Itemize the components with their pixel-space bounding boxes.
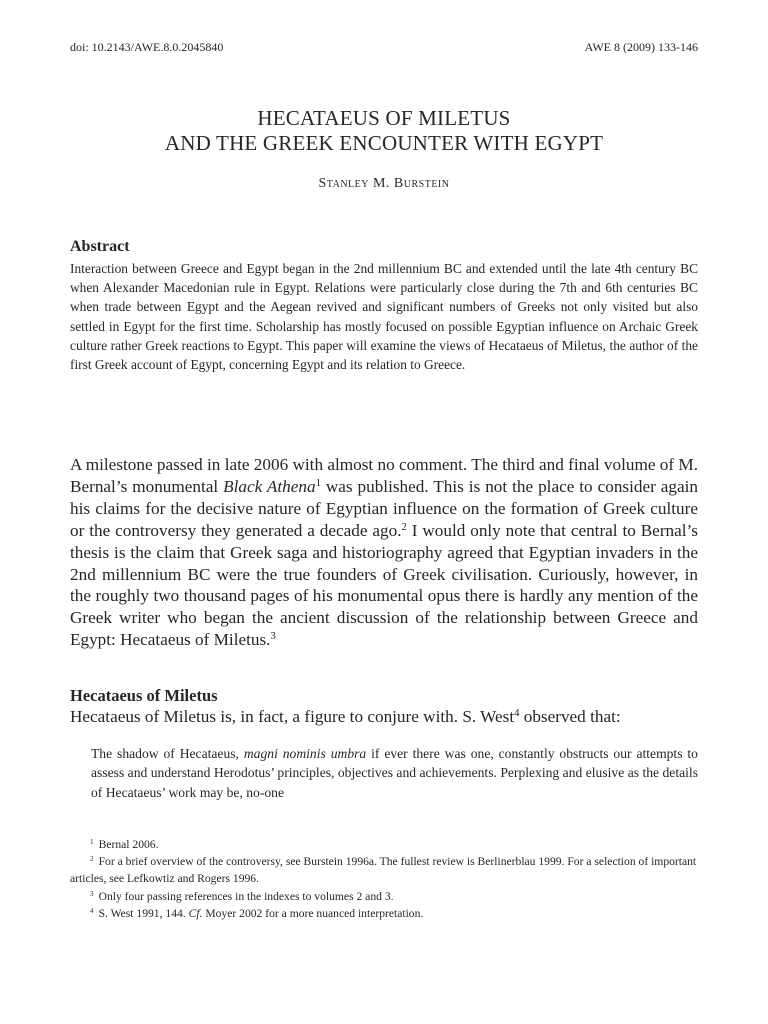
footnote-text: Only four passing references in the indexes to volumes 2 and 3. [98,889,394,903]
block-quote [91,744,698,802]
footnote-number: 1 [90,838,94,847]
footnote-number: 2 [90,855,94,864]
book-title-italic: Black Athena [223,476,316,496]
running-head [70,40,698,55]
footnote-text: Moyer 2002 for a more nuanced interpretation. [202,906,424,920]
title-line-1: HECATAEUS OF MILETUS [257,106,511,130]
journal-citation: AWE 8 (2009) 133-146 [584,40,698,54]
body-paragraph-2 [70,706,698,728]
footnote-text: For a brief overview of the controversy, see Burstein 1996a. The fullest review is Berlinerblau 1999. For a selection of important articles, see Lefkowtiz and Rogers 1996. [70,855,697,886]
quote-text-segment: The shadow of Hecataeus, [91,746,244,761]
footnote-1 [70,836,698,853]
author-name: Stanley M. Burstein [318,176,450,191]
body-text-segment: A milestone passed in late 2006 with almost no comment. The third and final volume of M. Bernal’s monumental [70,455,698,496]
title-line-2: AND THE GREEK ENCOUNTER WITH EGYPT [164,131,604,155]
doi-label: doi: 10.2143/AWE.8.0.2045840 [70,40,224,54]
body-text-segment: was published. This is not the place to consider again his claims for the decisive nature of Egyptian influence on the formation of Greek culture or the controversy they generated a decade ago. [70,476,699,540]
footnote-ref-3[interactable]: 3 [270,631,276,643]
footnote-number: 3 [90,889,94,898]
footnote-ref-4[interactable]: 4 [514,708,520,720]
section-heading: Hecataeus of Miletus [70,686,218,705]
abstract-heading: Abstract [70,238,130,255]
footnote-3 [70,888,698,905]
body-text-segment: Hecataeus of Miletus is, in fact, a figure to conjure with. S. West [70,707,515,726]
body-text-segment: observed that: [519,707,621,726]
abstract-text: Interaction between Greece and Egypt began in the 2nd millennium BC and extended until the late 4th century BC when Alexander Macedonian rule in Egypt. Relations were particularly close during the 7th and 6th centuries BC when trade between Egypt and the Aegean revived and significant numbers of Greeks not only visited but also settled in Egypt for the first time. Scholarship has mostly focused on possible Egyptian influence on Archaic Greek culture rather Greek reactions to Egypt. This paper will examine the views of Hecataeus of Miletus, the author of the first Greek account of Egypt, concerning Egypt and its relation to Greece. [70,261,698,373]
footnote-4 [70,905,698,922]
article-title [40,106,728,156]
footnote-number: 4 [90,906,94,915]
footnote-italic: Cf. [188,906,203,920]
footnote-ref-1[interactable]: 1 [315,478,321,490]
footnote-2 [70,853,698,887]
body-paragraph-1 [70,454,698,651]
footnote-ref-2[interactable]: 2 [401,521,407,533]
footnotes [70,836,698,922]
quote-text-segment: if ever there was one, constantly obstructs our attempts to assess and understand Herodotus’ principles, objectives and achievements. Perplexing and elusive as the details of Hecataeus’ work may be, no-one [91,746,698,800]
quote-italic-phrase: magni nominis umbra [243,746,367,761]
footnote-text: S. West 1991, 144. [98,906,189,920]
footnote-text: Bernal 2006. [98,838,159,851]
body-text-segment: I would only note that central to Bernal’s thesis is the claim that Greek saga and historiography agreed that Egyptian invaders in the 2nd millennium BC were the true founders of Greek civilisation. Curiously, however, in the roughly two thousand pages of his monumental opus there is hardly any mention of the Greek writer who began the ancient discussion of the relationship between Greece and Egypt: Hecataeus of Miletus. [70,520,698,650]
